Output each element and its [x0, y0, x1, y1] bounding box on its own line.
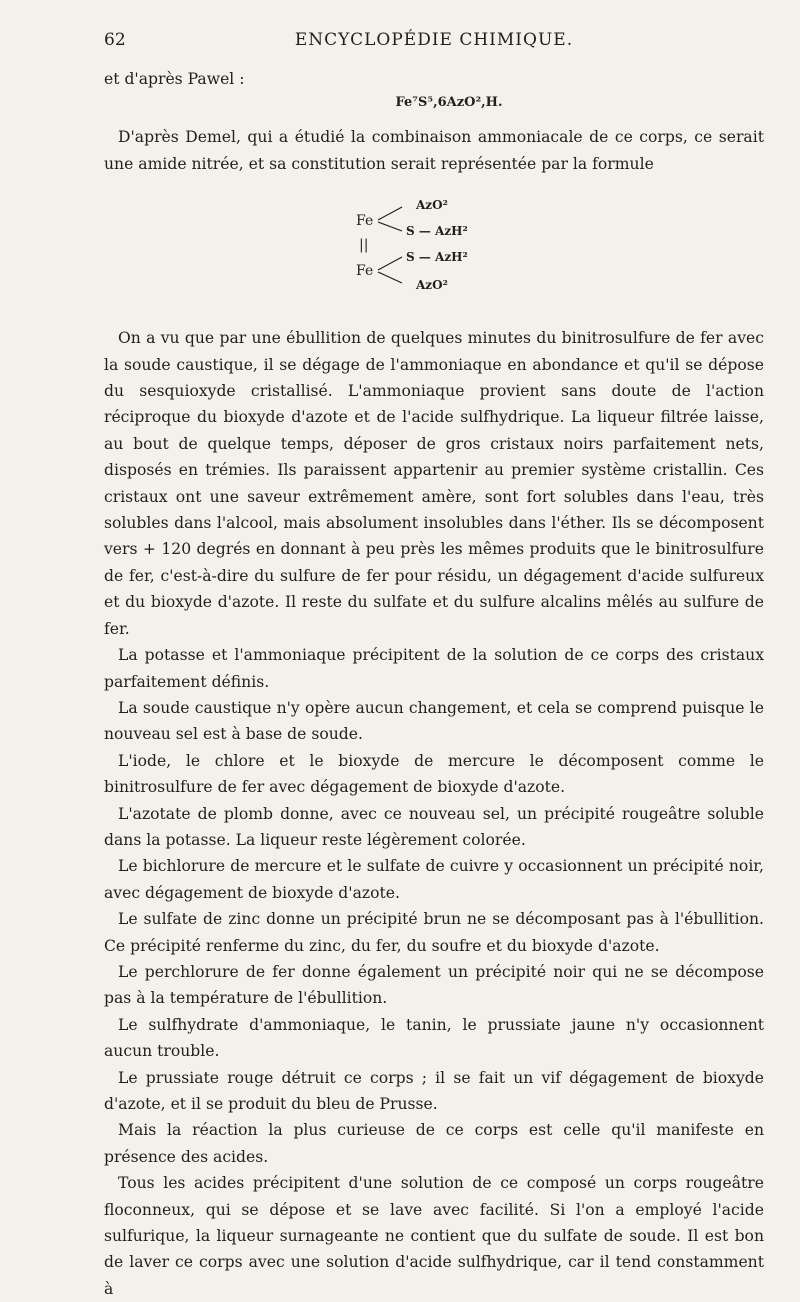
formula-bottom-group: AzO² [416, 278, 448, 293]
demel-paragraph: D'après Demel, qui a étudié la combinaison ammoniacale de ce corps, ce serait une amide nitrée, et sa constitution serait représentée par la formule [104, 128, 764, 173]
paragraph: La potasse et l'ammoniaque précipitent de la solution de ce corps des cristaux parfaitement définis. [104, 646, 764, 691]
structural-formula-svg [354, 185, 554, 297]
paragraph: On a vu que par une ébullition de quelques minutes du binitrosulfure de fer avec la soude caustique, il se dégage de l'ammoniaque en abondance et qu'il se dépose du sesquioxyde cristallisé. L'ammoniaque provient sans doute de l'action réciproque du bioxyde d'azote et de l'acide sulfhydrique. La liqueur filtrée laisse, au bout de quelque temps, déposer de gros cristaux noirs parfaitement nets, disposés en trémies. Ils paraissent appartenir au premier système cristallin. Ces cristaux ont une saveur extrêmement amère, sont fort solubles dans l'eau, très solubles dans l'alcool, mais absolument insolubles dans l'éther. Ils se décomposent vers + 120 degrés en donnant à peu près les mêmes produits que le binitrosulfure de fer, c'est-à-dire du sulfure de fer pour résidu, un dégagement d'acide sulfureux et du bioxyde d'azote. Il reste du sulfate et du sulfure alcalins mêlés au sulfure de fer. [104, 329, 764, 638]
page-body [104, 66, 764, 1302]
paragraph: Le bichlorure de mercure et le sulfate de cuivre y occasionnent un précipité noir, avec dégagement de bioxyde d'azote. [104, 857, 764, 902]
paragraph: Le sulfhydrate d'ammoniaque, le tanin, le prussiate jaune n'y occasionnent aucun trouble. [104, 1015, 764, 1061]
formula-upper-link: S — AzH² [406, 224, 468, 239]
bond-top-lower [378, 222, 402, 231]
bond-bottom-upper [378, 257, 402, 270]
paragraph: Le sulfate de zinc donne un précipité brun ne se décomposant pas à l'ébullition. Ce précipité renferme du zinc, du fer, du soufre et du bioxyde d'azote. [104, 910, 764, 955]
formula-pawel: Fe⁷S⁵,6AzO²,H. [395, 95, 503, 111]
paragraph: Le prussiate rouge détruit ce corps ; il se fait un vif dégagement de bioxyde d'azote, et il se produit du bleu de Prusse. [104, 1068, 764, 1113]
formula-double-bond: || [359, 237, 369, 254]
paragraph: L'azotate de plomb donne, avec ce nouveau sel, un précipité rougeâtre soluble dans la potasse. La liqueur reste légèrement colorée. [104, 804, 764, 849]
running-title: ENCYCLOPÉDIE CHIMIQUE. [294, 30, 574, 50]
formula-atom-bottom: Fe [356, 263, 374, 280]
paragraph: Mais la réaction la plus curieuse de ce corps est celle qu'il manifeste en présence des acides. [104, 1121, 764, 1166]
paragraph: L'iode, le chlore et le bioxyde de mercure le décomposent comme le binitrosulfure de fer avec dégagement de bioxyde d'azote. [104, 751, 764, 797]
structural-formula [104, 185, 764, 297]
formula-top-group: AzO² [416, 198, 448, 213]
paragraph: Le perchlorure de fer donne également un précipité noir qui ne se décompose pas à la température de l'ébullition. [104, 962, 764, 1008]
paragraph: La soude caustique n'y opère aucun changement, et cela se comprend puisque le nouveau sel est à base de soude. [104, 698, 764, 744]
bond-top-upper [378, 207, 402, 220]
formula-atom-top: Fe [356, 213, 374, 230]
formula-lower-link: S — AzH² [406, 250, 468, 265]
page-header [104, 30, 764, 54]
page-number: 62 [104, 30, 126, 50]
bond-bottom-lower [378, 272, 402, 283]
intro-line: et d'après Pawel : [104, 70, 245, 88]
paragraph: Tous les acides précipitent d'une solution de ce composé un corps rougeâtre floconneux, qui se dépose et se lave avec facilité. Si l'on a employé l'acide sulfurique, la liqueur surnageante ne contient que du sulfate de soude. Il est bon de laver ce corps avec une solution d'acide sulfhydrique, car il tend constamment à [104, 1174, 764, 1298]
